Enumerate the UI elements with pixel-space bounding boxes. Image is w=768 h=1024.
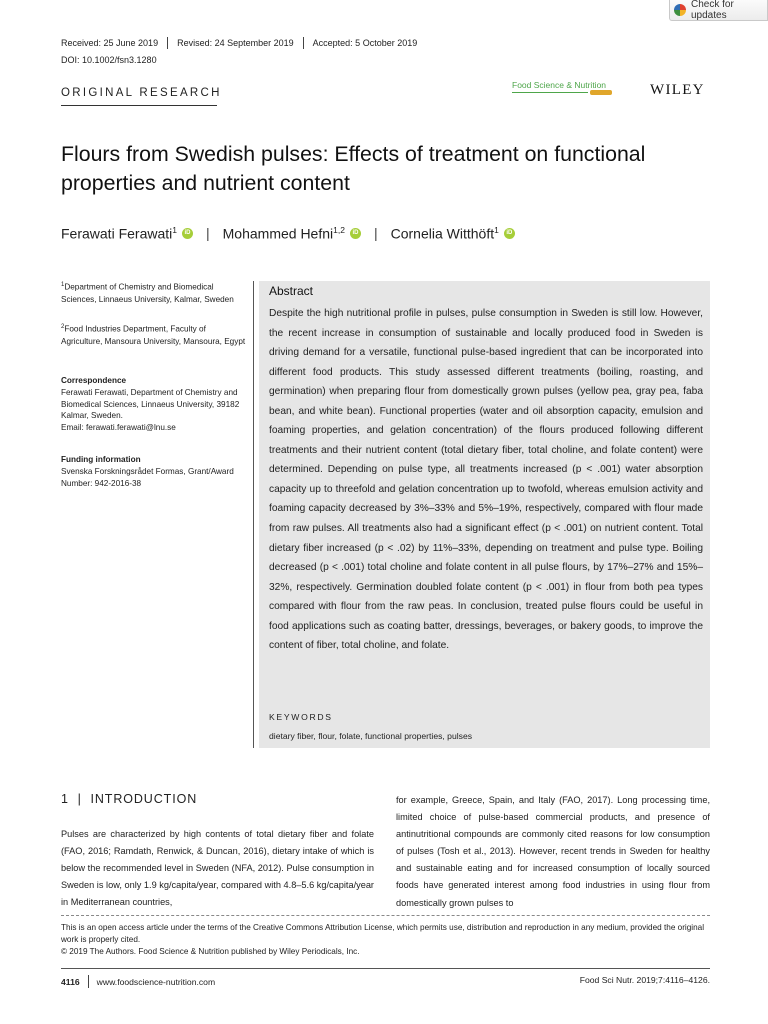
funding-text: Svenska Forskningsrådet Formas, Grant/Award Number: 942-2016-38	[61, 466, 234, 488]
body-text-left-column: Pulses are characterized by high contents of total dietary fiber and folate (FAO, 2016; Ramdath, Renwick, & Duncan, 2016), dietary intake of which is below the recommended level in Sweden (NFA, 2012). Pulse consumption in Sweden is low, only 1.9 kg/capita/year, compared with 4.8–5.6 kg/capita/year in Mediterranean countries,	[61, 829, 374, 908]
footer-left	[61, 975, 215, 988]
author-list	[61, 225, 515, 242]
copyright-text: © 2019 The Authors. Food Science & Nutrition published by Wiley Periodicals, Inc.	[61, 947, 360, 957]
correspondence-heading: Correspondence	[61, 376, 127, 385]
abstract-heading: Abstract	[269, 284, 314, 298]
abstract-text: Despite the high nutritional profile in pulses, pulse consumption in Sweden is still low. However, the recent increase in consumption of sustainable and locally produced food in Sweden is driving demand for a versatile, functional pulse-based ingredient that can be incorporated into different food products. This study assessed different treatments (boiling, roasting, and germination) when preparing flour from domestically grown pulses (yellow pea, gray pea, faba bean, and white bean). Functional properties (water and oil absorption capacity, emulsion and foaming properties, and gelation concentration) of the flours produced following different treatments and their nutrient content (total dietary fiber, total choline, and folate content) were determined. Depending on pulse type, all treatments increased (p < .001) water absorption capacity up to threefold and gelation concentration up to twofold, whereas emulsion activity and foaming capacity decreased by 3%–33% and 5%–19%, respectively, compared with flour made from raw pulses. All treatments also had a significant effect (p < .001) on nutrient content. Total dietary fiber increased (p < .02) by 11%–33%, depending on treatment and pulse type. Boiling decreased (p < .001) total choline and folate content in all pulse flours, by 17%–27% and 15%–32%, respectively. Germination doubled folate content (p < .001) in flour from both pea types compared with flour from the raw peas. In conclusion, treated pulse flours could be useful in food applications such as coating batter, dressings, beverages, or bakery goods, to improve the content of fiber, total choline, and folate.	[269, 308, 703, 652]
journal-url[interactable]: www.foodscience-nutrition.com	[96, 976, 216, 987]
footer-divider	[61, 968, 710, 969]
license-text: This is an open access article under the terms of the Creative Commons Attribution License, which permits use, distribution and reproduction in any medium, provided the original work is properly cited.	[61, 923, 705, 945]
article-type-rule	[61, 105, 217, 106]
license-notice	[61, 922, 721, 959]
doi[interactable]: DOI: 10.1002/fsn3.1280	[61, 55, 157, 65]
article-type-label: ORIGINAL RESEARCH	[61, 87, 222, 99]
affiliation: $^2$Food Industries Department, Faculty of Agriculture, Mansoura University, Mansoura, Egypt	[61, 324, 246, 346]
funding-block	[61, 454, 246, 489]
accepted-date: Accepted: 5 October 2019	[312, 38, 418, 48]
body-text-right-column: for example, Greece, Spain, and Italy (FAO, 2017). Long processing time, limited choice of pulse-based commercial products, and presence of antinutritional compounds are commonly cited reasons for low consumption of pulses (Tosh et al., 2013). However, recent trends in Sweden for healthy and sustainable eating and for increased consumption of locally sourced foods have generated interest among food industries in using flour from domestically grown pulses to	[396, 795, 710, 908]
page-number: 4116	[61, 976, 80, 987]
crossmark-icon	[674, 4, 686, 16]
abstract-left-rule	[253, 281, 254, 748]
check-for-updates-button[interactable]	[669, 0, 768, 21]
footer-separator	[88, 975, 89, 988]
author-separator: |	[206, 225, 210, 242]
received-date: Received: 25 June 2019	[61, 38, 159, 48]
article-dates	[61, 37, 417, 49]
correspondence-block	[61, 375, 246, 434]
journal-name: Food Science & Nutrition	[512, 80, 607, 90]
orcid-icon[interactable]: iD	[350, 228, 361, 239]
author-name[interactable]: Cornelia Witthöft$^1$	[390, 225, 499, 242]
correspondence-text: Ferawati Ferawati, Department of Chemistry and Biomedical Sciences, Linnaeus University, 39182 Kalmar, Sweden.	[61, 387, 240, 421]
orcid-icon[interactable]: iD	[182, 228, 193, 239]
author-separator: |	[373, 225, 378, 242]
funding-heading: Funding information	[61, 455, 141, 464]
license-divider	[61, 915, 710, 916]
correspondence-email[interactable]: Email: ferawati.ferawati@lnu.se	[61, 423, 176, 433]
section-heading-introduction: 1 | INTRODUCTION	[61, 792, 198, 806]
journal-underline	[512, 92, 588, 93]
check-for-updates-label: Check for updates	[691, 0, 734, 21]
date-separator	[167, 37, 168, 49]
keywords-list: dietary fiber, flour, folate, functional properties, pulses	[269, 731, 473, 741]
keywords-heading: KEYWORDS	[269, 712, 333, 722]
date-separator	[303, 37, 304, 49]
orcid-icon[interactable]: iD	[504, 228, 515, 239]
footer-citation: Food Sci Nutr. 2019;7:4116–4126.	[579, 975, 710, 985]
author-name[interactable]: Ferawati Ferawati$^1$	[61, 225, 177, 242]
article-title: Flours from Swedish pulses: Effects of treatment on functional properties and nutrient content	[61, 142, 646, 195]
open-access-icon	[590, 90, 612, 95]
author-name[interactable]: Mohammed Hefni$^{1,2}$	[222, 225, 345, 242]
publisher-logo: WILEY	[650, 82, 705, 98]
affiliation: $^1$Department of Chemistry and Biomedical Sciences, Linnaeus University, Kalmar, Sweden	[61, 282, 234, 304]
revised-date: Revised: 24 September 2019	[177, 38, 294, 48]
